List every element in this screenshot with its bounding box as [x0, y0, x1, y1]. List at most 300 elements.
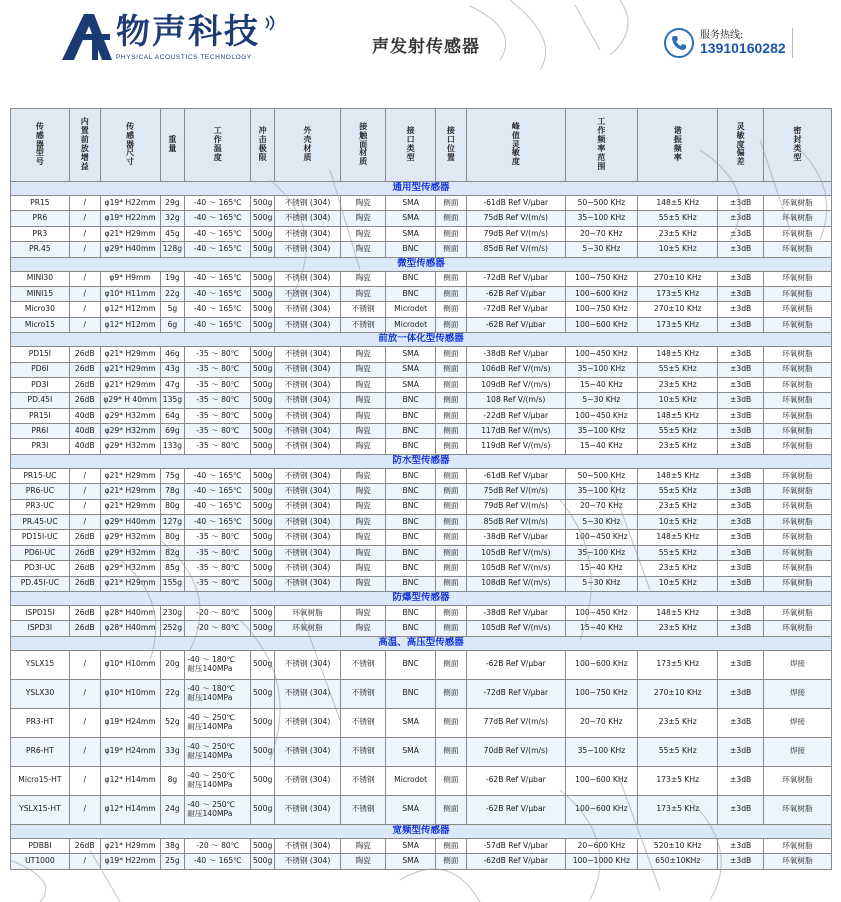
table-cell: 侧面: [435, 317, 466, 332]
table-cell: ±3dB: [718, 439, 763, 454]
table-row: [11, 708, 832, 737]
table-row: [11, 499, 832, 514]
table-cell: ±3dB: [718, 226, 763, 241]
table-cell: ±3dB: [718, 408, 763, 423]
table-cell: BNC: [386, 484, 436, 499]
table-cell: 25g: [160, 854, 185, 869]
table-cell: PR3: [11, 226, 70, 241]
table-cell: -61dB Ref V/μbar: [466, 468, 565, 483]
table-cell: φ19* H22mm: [100, 196, 160, 211]
table-cell: /: [69, 271, 100, 286]
table-cell: PDBBI: [11, 838, 70, 853]
column-header-label: 外壳材质: [303, 126, 312, 162]
category-row: [11, 591, 832, 605]
table-cell: 100~600 KHz: [565, 650, 637, 679]
table-cell: φ19* H24mm: [100, 737, 160, 766]
table-cell: 不锈钢 (304): [275, 515, 341, 530]
table-cell: 500g: [251, 362, 275, 377]
table-cell: 105dB Ref V/(m/s): [466, 561, 565, 576]
table-cell: 侧面: [435, 286, 466, 301]
table-cell: 35~100 KHz: [565, 424, 637, 439]
table-cell: SMA: [386, 211, 436, 226]
table-cell: /: [69, 766, 100, 795]
table-cell: 环氧树脂: [763, 515, 831, 530]
table-cell: 500g: [251, 408, 275, 423]
table-cell: 55±5 KHz: [638, 545, 718, 560]
table-cell: 不锈钢 (304): [275, 302, 341, 317]
table-cell: φ12* H12mm: [100, 302, 160, 317]
table-cell: φ19* H22mm: [100, 854, 160, 869]
document-title: 声发射传感器: [372, 37, 480, 57]
table-row: [11, 408, 832, 423]
table-cell: BNC: [386, 393, 436, 408]
category-row: [11, 182, 832, 196]
table-cell: 环氧树脂: [763, 211, 831, 226]
table-cell: /: [69, 317, 100, 332]
table-cell: 不锈钢 (304): [275, 347, 341, 362]
table-cell: 侧面: [435, 545, 466, 560]
table-cell: 5~30 KHz: [565, 515, 637, 530]
table-cell: 不锈钢 (304): [275, 766, 341, 795]
table-cell: 不锈钢 (304): [275, 795, 341, 824]
table-cell: ISPD15I: [11, 605, 70, 620]
table-row: [11, 317, 832, 332]
table-cell: 26dB: [69, 561, 100, 576]
logo-mark-icon: [58, 12, 114, 62]
table-cell: φ10* H10mm: [100, 650, 160, 679]
table-cell: -35 ～ 80℃: [185, 576, 251, 591]
table-cell: 500g: [251, 854, 275, 869]
table-cell: SMA: [386, 708, 436, 737]
table-cell: 焊接: [763, 708, 831, 737]
table-cell: φ21* H29mm: [100, 484, 160, 499]
table-cell: 6g: [160, 317, 185, 332]
table-cell: 173±5 KHz: [638, 286, 718, 301]
table-cell: SMA: [386, 362, 436, 377]
table-cell: ±3dB: [718, 347, 763, 362]
table-cell: SMA: [386, 377, 436, 392]
table-cell: ±3dB: [718, 545, 763, 560]
category-title: 微型传感器: [11, 257, 832, 271]
table-cell: -40 ～ 165℃: [185, 211, 251, 226]
table-cell: 侧面: [435, 347, 466, 362]
table-cell: 148±5 KHz: [638, 347, 718, 362]
category-title: 防爆型传感器: [11, 591, 832, 605]
table-cell: 环氧树脂: [763, 484, 831, 499]
table-cell: 不锈钢 (304): [275, 708, 341, 737]
table-cell: 230g: [160, 605, 185, 620]
table-cell: 侧面: [435, 795, 466, 824]
table-cell: φ10* H10mm: [100, 679, 160, 708]
table-cell: BNC: [386, 439, 436, 454]
table-cell: 陶瓷: [341, 468, 386, 483]
table-row: [11, 226, 832, 241]
table-cell: 500g: [251, 530, 275, 545]
table-cell: Micro30: [11, 302, 70, 317]
table-cell: 148±5 KHz: [638, 468, 718, 483]
table-cell: -40 ～ 250℃ 耐压140MPa: [185, 737, 251, 766]
table-cell: PR3-HT: [11, 708, 70, 737]
service-phone-number[interactable]: 13910160282: [700, 40, 786, 56]
phone-icon: [664, 28, 694, 58]
table-cell: 陶瓷: [341, 515, 386, 530]
category-title: 高温、高压型传感器: [11, 636, 832, 650]
table-cell: 不锈钢: [341, 302, 386, 317]
table-cell: /: [69, 650, 100, 679]
table-cell: 20~600 KHz: [565, 838, 637, 853]
table-cell: -20 ～ 80℃: [185, 838, 251, 853]
table-cell: ±3dB: [718, 737, 763, 766]
category-title: 宽频型传感器: [11, 824, 832, 838]
column-header-label: 冲击极限: [258, 126, 267, 162]
table-cell: φ21* H29mm: [100, 377, 160, 392]
table-cell: 24g: [160, 795, 185, 824]
table-cell: 侧面: [435, 499, 466, 514]
table-cell: 55±5 KHz: [638, 211, 718, 226]
table-cell: -40 ～ 180℃ 耐压140MPa: [185, 679, 251, 708]
table-cell: 47g: [160, 377, 185, 392]
table-row: [11, 737, 832, 766]
brand-name-cn: 物声科技: [116, 12, 260, 52]
table-cell: 500g: [251, 561, 275, 576]
table-cell: 135g: [160, 393, 185, 408]
table-cell: ±3dB: [718, 362, 763, 377]
table-cell: -35 ～ 80℃: [185, 561, 251, 576]
table-cell: -40 ～ 165℃: [185, 242, 251, 257]
table-cell: 64g: [160, 408, 185, 423]
table-cell: ±3dB: [718, 838, 763, 853]
table-cell: φ10* H11mm: [100, 286, 160, 301]
table-cell: PD.45I: [11, 393, 70, 408]
table-row: [11, 650, 832, 679]
table-cell: Microdot: [386, 766, 436, 795]
table-cell: φ21* H29mm: [100, 576, 160, 591]
table-cell: 不锈钢 (304): [275, 211, 341, 226]
table-cell: -35 ～ 80℃: [185, 347, 251, 362]
table-row: [11, 484, 832, 499]
table-cell: 75dB Ref V/(m/s): [466, 211, 565, 226]
table-cell: 500g: [251, 515, 275, 530]
table-cell: 148±5 KHz: [638, 196, 718, 211]
table-cell: φ29* H32mm: [100, 530, 160, 545]
table-cell: 环氧树脂: [763, 576, 831, 591]
table-cell: 5~30 KHz: [565, 576, 637, 591]
table-cell: φ29* H40mm: [100, 515, 160, 530]
table-cell: ±3dB: [718, 484, 763, 499]
table-cell: 35~100 KHz: [565, 545, 637, 560]
sensor-spec-table: [10, 108, 832, 870]
table-cell: 173±5 KHz: [638, 317, 718, 332]
table-cell: 26dB: [69, 576, 100, 591]
table-cell: 环氧树脂: [275, 605, 341, 620]
signal-wave-icon: [263, 14, 281, 32]
table-cell: -62B Ref V/μbar: [466, 650, 565, 679]
table-cell: 100~450 KHz: [565, 530, 637, 545]
table-cell: 29g: [160, 196, 185, 211]
table-cell: PR.45: [11, 242, 70, 257]
table-cell: 128g: [160, 242, 185, 257]
column-header-label: 接触面材质: [359, 121, 368, 167]
service-hotline: [664, 24, 834, 64]
table-cell: -40 ～ 165℃: [185, 515, 251, 530]
table-cell: 100~1000 KHz: [565, 854, 637, 869]
table-cell: BNC: [386, 621, 436, 636]
table-cell: 不锈钢 (304): [275, 545, 341, 560]
table-cell: 500g: [251, 605, 275, 620]
table-cell: 50~500 KHz: [565, 196, 637, 211]
table-cell: PD15I-UC: [11, 530, 70, 545]
table-cell: 陶瓷: [341, 439, 386, 454]
table-cell: 500g: [251, 317, 275, 332]
table-cell: 100~750 KHz: [565, 679, 637, 708]
table-cell: BNC: [386, 605, 436, 620]
table-cell: /: [69, 737, 100, 766]
table-cell: PR.45-UC: [11, 515, 70, 530]
table-cell: 80g: [160, 530, 185, 545]
table-cell: -62B Ref V/μbar: [466, 317, 565, 332]
table-cell: Microdot: [386, 317, 436, 332]
table-cell: -40 ～ 250℃ 耐压140MPa: [185, 766, 251, 795]
column-header: [185, 109, 251, 182]
table-cell: 22g: [160, 679, 185, 708]
table-cell: 26dB: [69, 545, 100, 560]
table-cell: 不锈钢 (304): [275, 286, 341, 301]
table-cell: SMA: [386, 196, 436, 211]
table-cell: 侧面: [435, 708, 466, 737]
table-cell: 8g: [160, 766, 185, 795]
table-cell: 不锈钢 (304): [275, 242, 341, 257]
table-cell: BNC: [386, 545, 436, 560]
table-cell: 不锈钢 (304): [275, 439, 341, 454]
table-cell: 500g: [251, 621, 275, 636]
table-row: [11, 621, 832, 636]
table-cell: 环氧树脂: [763, 226, 831, 241]
table-cell: 不锈钢: [341, 650, 386, 679]
table-cell: ±3dB: [718, 766, 763, 795]
column-header-label: 密封类型: [793, 126, 802, 162]
table-cell: PR3I: [11, 439, 70, 454]
table-cell: 焊接: [763, 679, 831, 708]
table-row: [11, 271, 832, 286]
table-cell: BNC: [386, 499, 436, 514]
table-cell: 82g: [160, 545, 185, 560]
table-row: [11, 854, 832, 869]
table-cell: 45g: [160, 226, 185, 241]
table-row: [11, 545, 832, 560]
category-row: [11, 257, 832, 271]
table-cell: ±3dB: [718, 708, 763, 737]
table-cell: 40dB: [69, 424, 100, 439]
table-cell: -35 ～ 80℃: [185, 393, 251, 408]
table-cell: 148±5 KHz: [638, 530, 718, 545]
table-cell: 不锈钢 (304): [275, 362, 341, 377]
table-cell: 环氧树脂: [763, 317, 831, 332]
table-cell: -35 ～ 80℃: [185, 362, 251, 377]
table-cell: 15~40 KHz: [565, 561, 637, 576]
table-cell: -57dB Ref V/μbar: [466, 838, 565, 853]
table-cell: 侧面: [435, 393, 466, 408]
table-cell: 不锈钢 (304): [275, 377, 341, 392]
table-cell: 10±5 KHz: [638, 393, 718, 408]
table-cell: 85dB Ref V/(m/s): [466, 242, 565, 257]
table-cell: 陶瓷: [341, 196, 386, 211]
table-cell: 23±5 KHz: [638, 621, 718, 636]
table-cell: 不锈钢 (304): [275, 424, 341, 439]
table-cell: ±3dB: [718, 621, 763, 636]
table-cell: 侧面: [435, 424, 466, 439]
table-row: [11, 530, 832, 545]
table-cell: 19g: [160, 271, 185, 286]
table-cell: -20 ～ 80℃: [185, 621, 251, 636]
table-cell: 270±10 KHz: [638, 271, 718, 286]
table-cell: 环氧树脂: [763, 545, 831, 560]
table-cell: 500g: [251, 196, 275, 211]
table-cell: ±3dB: [718, 393, 763, 408]
table-cell: /: [69, 854, 100, 869]
table-row: [11, 347, 832, 362]
table-cell: ±3dB: [718, 605, 763, 620]
table-header-row: [11, 109, 832, 182]
table-cell: -40 ～ 165℃: [185, 484, 251, 499]
table-cell: PR15-UC: [11, 468, 70, 483]
table-body: [11, 182, 832, 870]
table-cell: 75dB Ref V/(m/s): [466, 484, 565, 499]
service-label: 服务热线:: [700, 30, 744, 41]
table-cell: 15~40 KHz: [565, 439, 637, 454]
table-cell: 不锈钢: [341, 766, 386, 795]
table-row: [11, 515, 832, 530]
table-cell: 不锈钢 (304): [275, 226, 341, 241]
table-cell: 环氧树脂: [763, 766, 831, 795]
table-cell: 焊接: [763, 737, 831, 766]
table-cell: 23±5 KHz: [638, 439, 718, 454]
table-row: [11, 766, 832, 795]
table-row: [11, 242, 832, 257]
table-cell: φ21* H29mm: [100, 468, 160, 483]
table-cell: -22dB Ref V/μbar: [466, 408, 565, 423]
table-cell: 陶瓷: [341, 561, 386, 576]
table-cell: 陶瓷: [341, 576, 386, 591]
table-cell: 环氧树脂: [763, 424, 831, 439]
table-cell: 100~600 KHz: [565, 317, 637, 332]
column-header: [435, 109, 466, 182]
column-header-label: 重量: [168, 135, 177, 153]
table-cell: -72dB Ref V/μbar: [466, 679, 565, 708]
table-cell: 不锈钢: [341, 737, 386, 766]
table-cell: 500g: [251, 545, 275, 560]
table-cell: SMA: [386, 347, 436, 362]
table-cell: BNC: [386, 424, 436, 439]
category-row: [11, 636, 832, 650]
table-cell: 119dB Ref V/(m/s): [466, 439, 565, 454]
table-cell: -38dB Ref V/μbar: [466, 605, 565, 620]
table-cell: -72dB Ref V/μbar: [466, 271, 565, 286]
table-cell: 20~70 KHz: [565, 226, 637, 241]
table-cell: ±3dB: [718, 854, 763, 869]
table-cell: -40 ～ 180℃ 耐压140MPa: [185, 650, 251, 679]
table-cell: 陶瓷: [341, 545, 386, 560]
table-cell: ±3dB: [718, 795, 763, 824]
table-cell: φ21* H29mm: [100, 347, 160, 362]
table-cell: φ12* H14mm: [100, 766, 160, 795]
table-cell: 10±5 KHz: [638, 515, 718, 530]
table-cell: 32g: [160, 211, 185, 226]
table-cell: 环氧树脂: [275, 621, 341, 636]
table-cell: PD6I: [11, 362, 70, 377]
table-cell: 500g: [251, 499, 275, 514]
table-cell: 500g: [251, 393, 275, 408]
table-cell: 侧面: [435, 621, 466, 636]
table-cell: -35 ～ 80℃: [185, 408, 251, 423]
column-header: [160, 109, 185, 182]
table-cell: /: [69, 302, 100, 317]
column-header: [275, 109, 341, 182]
table-cell: 陶瓷: [341, 226, 386, 241]
table-cell: 106dB Ref V/(m/s): [466, 362, 565, 377]
column-header-label: 峰值灵敏度: [511, 121, 520, 167]
table-cell: ±3dB: [718, 286, 763, 301]
table-cell: ±3dB: [718, 424, 763, 439]
table-cell: -40 ～ 165℃: [185, 317, 251, 332]
table-cell: 20g: [160, 650, 185, 679]
table-cell: PR15I: [11, 408, 70, 423]
table-cell: 5g: [160, 302, 185, 317]
table-row: [11, 424, 832, 439]
table-cell: 侧面: [435, 226, 466, 241]
table-cell: ±3dB: [718, 196, 763, 211]
table-cell: φ29* H40mm: [100, 242, 160, 257]
table-cell: 26dB: [69, 605, 100, 620]
table-cell: 环氧树脂: [763, 439, 831, 454]
table-cell: 侧面: [435, 242, 466, 257]
table-cell: -40 ～ 165℃: [185, 271, 251, 286]
table-cell: 173±5 KHz: [638, 766, 718, 795]
column-header-label: 灵敏度偏差: [736, 121, 745, 167]
table-cell: 270±10 KHz: [638, 679, 718, 708]
table-cell: 500g: [251, 708, 275, 737]
table-cell: 不锈钢 (304): [275, 499, 341, 514]
table-cell: -20 ～ 80℃: [185, 605, 251, 620]
table-cell: BNC: [386, 515, 436, 530]
table-cell: BNC: [386, 242, 436, 257]
category-title: 通用型传感器: [11, 182, 832, 196]
table-cell: 55±5 KHz: [638, 424, 718, 439]
table-cell: 33g: [160, 737, 185, 766]
table-cell: -38dB Ref V/μbar: [466, 530, 565, 545]
table-cell: 10±5 KHz: [638, 242, 718, 257]
table-cell: 不锈钢 (304): [275, 393, 341, 408]
table-cell: -40 ～ 165℃: [185, 286, 251, 301]
table-row: [11, 393, 832, 408]
table-cell: 不锈钢: [341, 795, 386, 824]
table-cell: 127g: [160, 515, 185, 530]
table-cell: PR6I: [11, 424, 70, 439]
table-cell: 陶瓷: [341, 377, 386, 392]
table-cell: 500g: [251, 576, 275, 591]
table-cell: 26dB: [69, 347, 100, 362]
table-cell: 5~30 KHz: [565, 393, 637, 408]
column-header: [763, 109, 831, 182]
column-header: [100, 109, 160, 182]
table-cell: BNC: [386, 468, 436, 483]
table-cell: 10±5 KHz: [638, 576, 718, 591]
table-cell: 148±5 KHz: [638, 408, 718, 423]
table-cell: 500g: [251, 226, 275, 241]
brand-name-en: PHYSICAL ACOUSTICS TECHNOLOGY: [116, 54, 252, 61]
column-header: [11, 109, 70, 182]
table-cell: 侧面: [435, 408, 466, 423]
table-cell: φ29* H32mm: [100, 561, 160, 576]
